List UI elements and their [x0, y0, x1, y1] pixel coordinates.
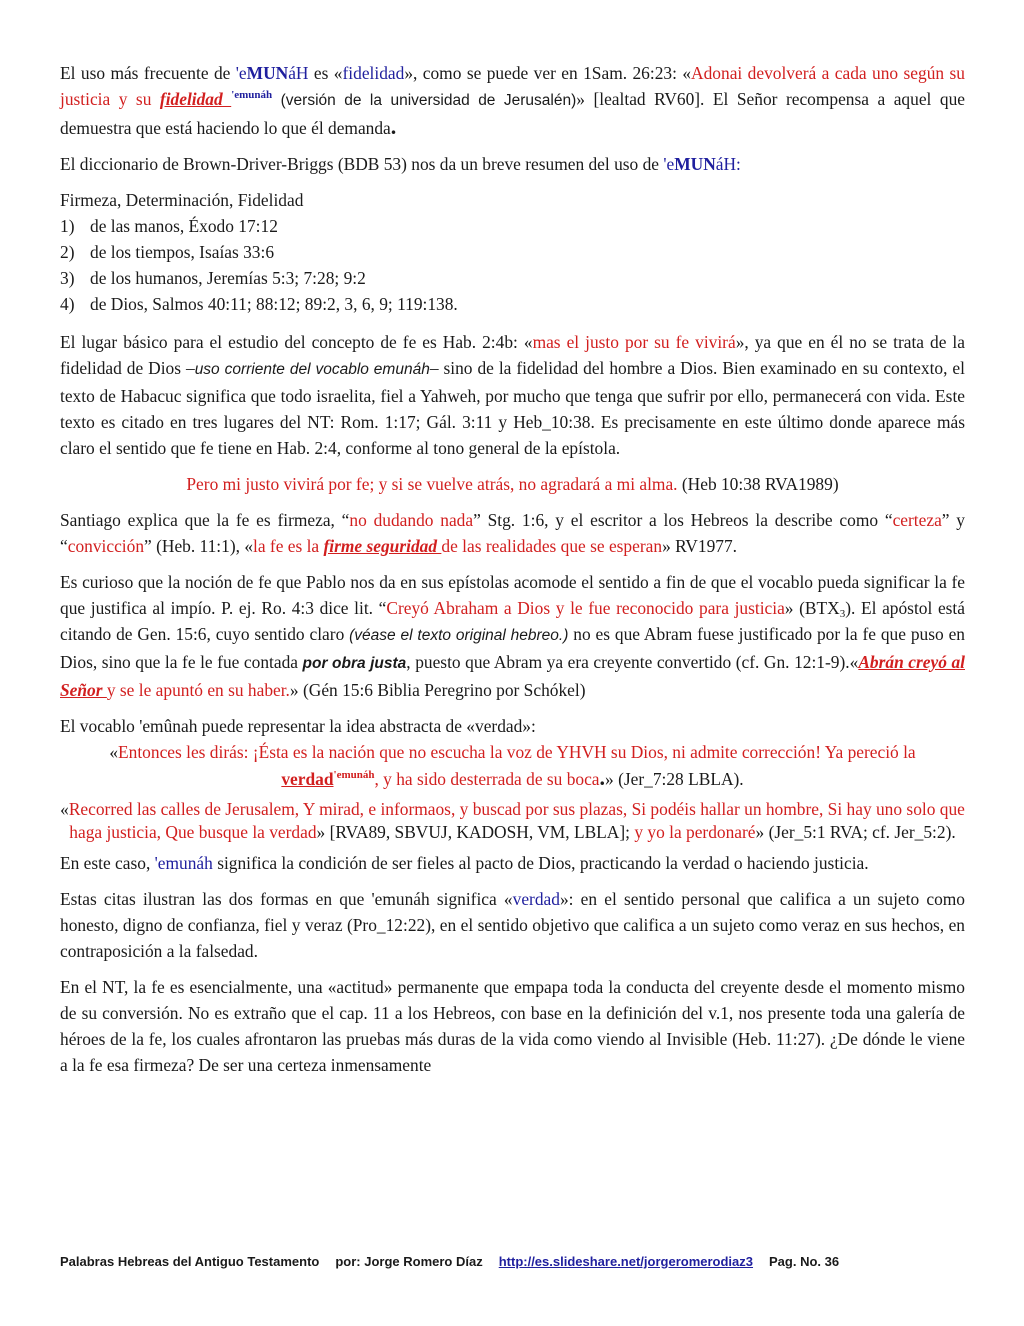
list-item: 1) de las manos, Éxodo 17:12	[60, 216, 278, 236]
quote-hebrews: Pero mi justo vivirá por fe; y si se vuelve atrás, no agradará a mi alma. (Heb 10:38 RVA1989)	[186, 474, 839, 494]
paragraph-habakkuk: El lugar básico para el estudio del concepto de fe es Hab. 2:4b: «mas el justo por su fe vivirá», ya que en él no se trata de la fidelidad de Dios –uso corriente del vocablo emunáh– sino de la fidelidad del hombre a Dios. Bien examinado en su contexto, el texto de Habacuc significa que todo israelita, fiel a Yahweh, por mucho que tenga que sufrir por ello, permanecerá con vida. Este texto es citado en tres lugares del NT: Rom. 1:17; Gál. 3:11 y Heb_10:38. Es precisamente en este último donde aparece más claro el sentido que fe tiene en Hab. 2:4, conforme al tono general de la epístola.	[60, 332, 965, 458]
footer-author: por: Jorge Romero Díaz	[335, 1254, 483, 1269]
paragraph-dos-formas: Estas citas ilustran las dos formas en que 'emunáh significa «verdad»: en el sentido personal que califica a un sujeto como honesto, digno de confianza, fiel y veraz (Pro_12:22), en el sentido objetivo que califica a un sujeto como veraz en sus hechos, en contraposición a la falsedad.	[60, 889, 965, 961]
list-item: 4) de Dios, Salmos 40:11; 88:12; 89:2, 3, 6, 9; 119:138.	[60, 294, 458, 314]
footer-title: Palabras Hebreas del Antiguo Testamento	[60, 1254, 320, 1269]
quote-jeremiah-7: «Entonces les dirás: ¡Ésta es la nación que no escucha la voz de YHVH su Dios, ni admite corrección! Ya pereció la verdad$^{'emunáh}$, y ha sido desterrada de su boca.» (Jer_7:28 LBLA).	[109, 742, 916, 790]
page-footer	[60, 1254, 965, 1269]
paragraph-bdb: El diccionario de Brown-Driver-Briggs (BDB 53) nos da un breve resumen del uso de 'eMUNáH:	[60, 154, 741, 174]
paragraph-pablo: Es curioso que la noción de fe que Pablo nos da en sus epístolas acomode el sentido a fin de que el vocablo pueda significar la fe que justifica al impío. P. ej. Ro. 4:3 dice lit. “Creyó Abraham a Dios y le fue reconocido para justicia» $(BTX_3)$. El apóstol está citando de Gen. 15:6, cuyo sentido claro (véase el texto original hebreo.) no es que Abram fuese justificado por la fe que puso en Dios, sino que la fe le fue contada por obra justa, puesto que Abram ya era creyente convertido (cf. Gn. 12:1-9).«Abrán creyó al Señor y se le apuntó en su haber.» (Gén 15:6 Biblia Peregrino por Schókel)	[60, 572, 965, 700]
list-heading: Firmeza, Determinación, Fidelidad	[60, 190, 304, 210]
quote-1sam: Adonai devolverá a cada uno según su justicia y su fidelidad	[60, 63, 965, 109]
footer-link[interactable]: http://es.slideshare.net/jorgeromerodiaz3	[498, 1254, 754, 1269]
paragraph-santiago: Santiago explica que la fe es firmeza, “no dudando nada” Stg. 1:6, y el escritor a los Hebreos la describe como “certeza” y “convicción” (Heb. 11:1), «la fe es la firme seguridad de las realidades que se esperan» RV1977.	[60, 510, 965, 556]
paragraph-nt: En el NT, la fe es esencialmente, una «actitud» permanente que empapa toda la conducta del creyente desde el momento mismo de su conversión. No es extraño que el cap. 11 a los Hebreos, con base en la definición del v.1, nos presente toda una galería de héroes de la fe, los cuales afrontaron las pruebas más duras de la vida como viendo al Invisible (Heb. 11:27). ¿De dónde le viene a la fe esa firmeza? De ser una certeza inmensamente	[60, 977, 965, 1075]
term-emunah: 'eMUNáH:	[663, 154, 741, 174]
quote-jeremiah-5: «Recorred las calles de Jerusalem, Y mirad, e informaos, y buscad por sus plazas, Si podéis hallar un hombre, Si hay uno solo que haga justicia, Que busque la verdad» [RVA89, SBVUJ, KADOSH, VM, LBLA]; y yo la perdonaré» (Jer_5:1 RVA; cf. Jer_5:2).	[60, 799, 965, 842]
paragraph-en-este-caso: En este caso, 'emunáh significa la condición de ser fieles al pacto de Dios, practicando la verdad o haciendo justicia.	[60, 853, 869, 873]
document-body	[60, 60, 965, 1078]
meaning-list	[60, 187, 965, 317]
page-number: Pag. No. 36	[769, 1254, 840, 1269]
paragraph-emunah-usage: El uso más frecuente de 'eMUNáH es «fidelidad», como se puede ver en 1Sam. 26:23: «Adonai devolverá a cada uno según su justicia y su fidelidad $^{'emunáh}$ (versión de la universidad de Jerusalén)» [lealtad RV60]. El Señor recompensa a aquel que demuestra que está haciendo lo que él demanda.	[60, 63, 965, 139]
list-item: 3) de los humanos, Jeremías 5:3; 7:28; 9:2	[60, 268, 366, 288]
paragraph-verdad-intro: El vocablo 'emûnah puede representar la idea abstracta de «verdad»:	[60, 716, 536, 736]
term-emunah: 'eMUNáH	[235, 63, 309, 83]
list-item: 2) de los tiempos, Isaías 33:6	[60, 242, 275, 262]
